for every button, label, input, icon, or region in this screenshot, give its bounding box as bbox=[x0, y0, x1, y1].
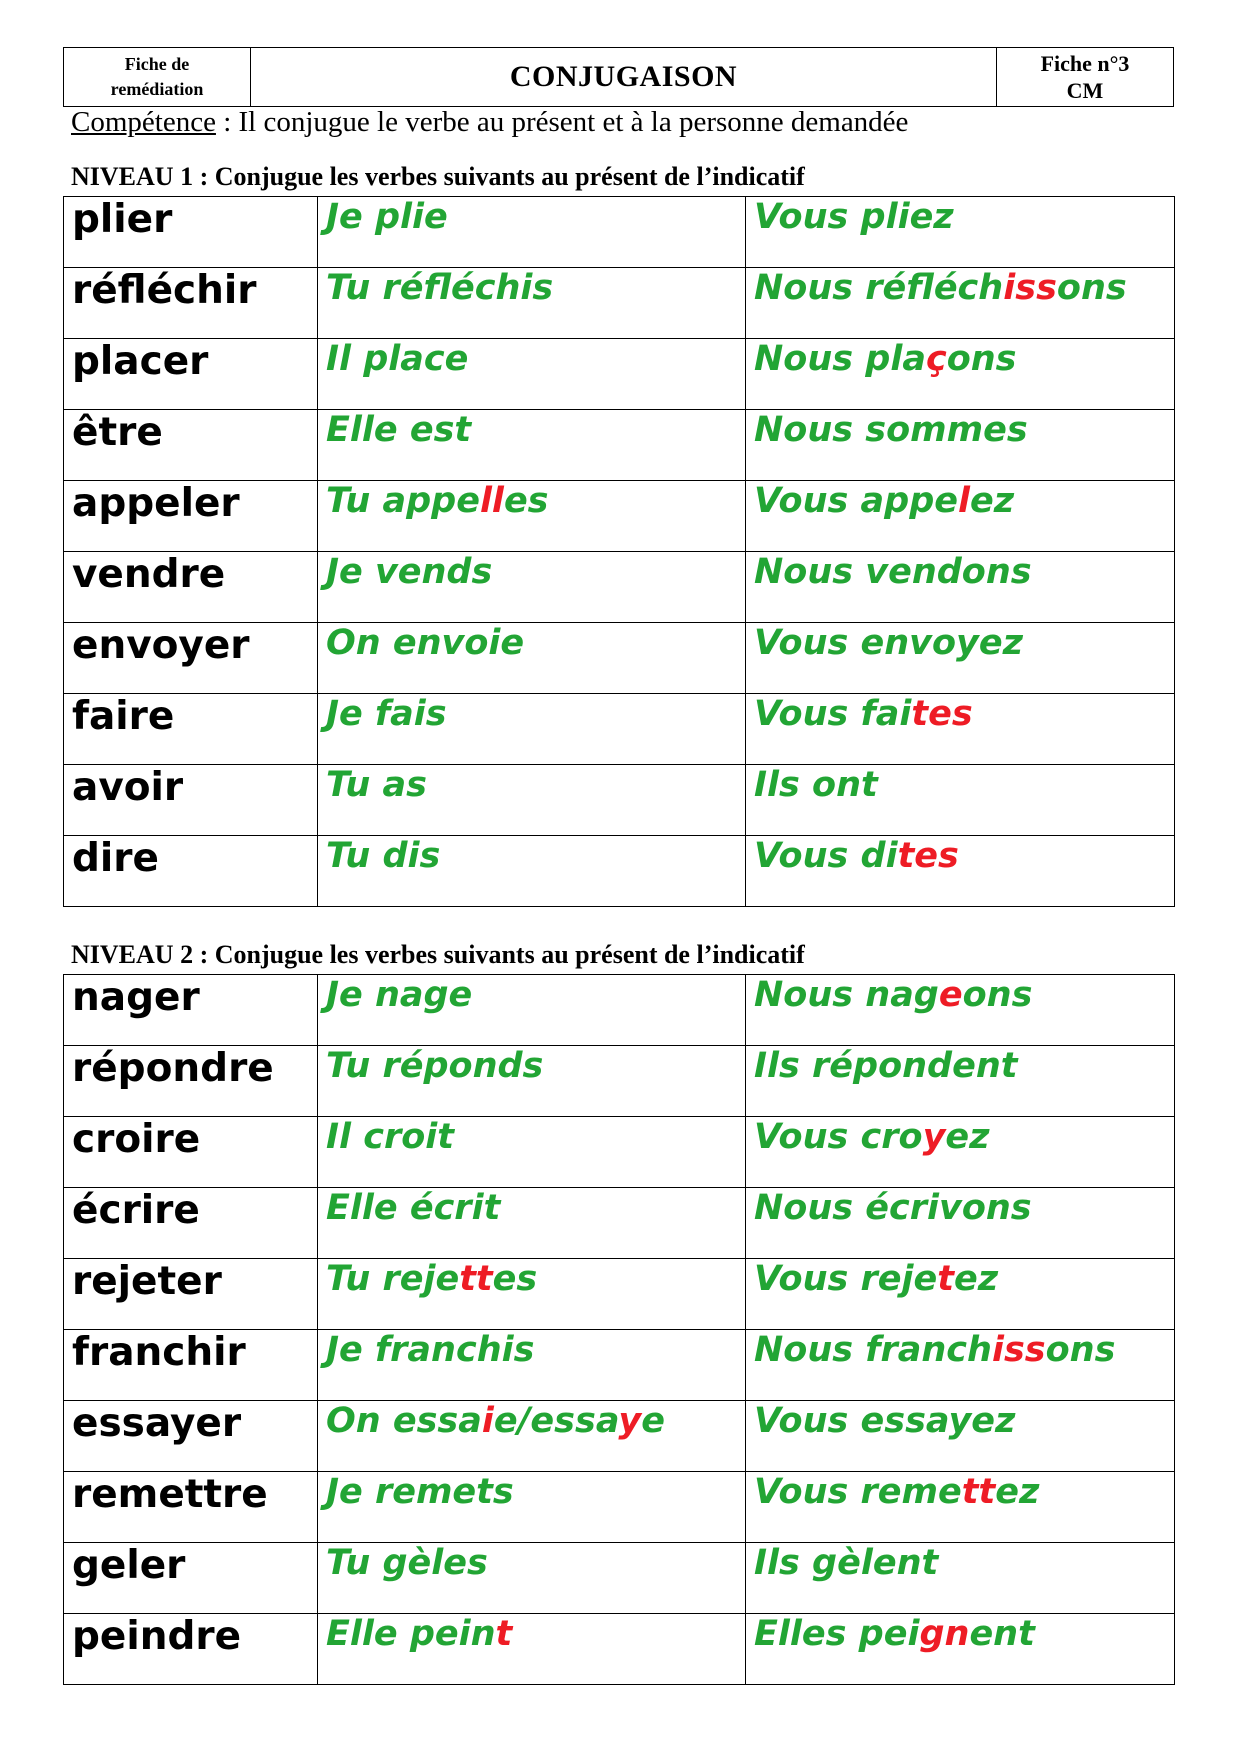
conjugation-second bbox=[746, 1117, 1175, 1188]
table-row bbox=[64, 975, 1175, 1046]
ending-highlight: ll bbox=[479, 481, 504, 521]
verb-infinitive: envoyer bbox=[64, 623, 318, 694]
conjugation-text: Vous cro bbox=[754, 1117, 923, 1157]
verb-infinitive: peindre bbox=[64, 1614, 318, 1685]
conjugation-first bbox=[318, 1614, 746, 1685]
verb-infinitive: répondre bbox=[64, 1046, 318, 1117]
ending-highlight: iss bbox=[991, 1330, 1046, 1370]
table-row bbox=[64, 1543, 1175, 1614]
level2-table-body bbox=[64, 975, 1175, 1685]
conjugation-text: Ils gèlent bbox=[754, 1543, 939, 1583]
level1-table-body bbox=[64, 197, 1175, 907]
table-row bbox=[64, 552, 1175, 623]
table-row bbox=[64, 765, 1175, 836]
conjugation-first bbox=[318, 410, 746, 481]
verb-infinitive: geler bbox=[64, 1543, 318, 1614]
ending-highlight: i bbox=[481, 1401, 494, 1441]
conjugation-text: Je franchis bbox=[326, 1330, 535, 1370]
verb-infinitive: rejeter bbox=[64, 1259, 318, 1330]
verb-infinitive: dire bbox=[64, 836, 318, 907]
competence-label: Compétence bbox=[71, 106, 216, 138]
ending-highlight: t bbox=[495, 1614, 513, 1654]
conjugation-text: Tu dis bbox=[326, 836, 441, 876]
conjugation-second bbox=[746, 1188, 1175, 1259]
conjugation-text: Vous envoyez bbox=[754, 623, 1023, 663]
conjugation-first bbox=[318, 197, 746, 268]
conjugation-text: Nous sommes bbox=[754, 410, 1028, 450]
conjugation-text: Tu reje bbox=[326, 1259, 460, 1299]
table-row bbox=[64, 694, 1175, 765]
verb-infinitive: réfléchir bbox=[64, 268, 318, 339]
conjugation-first bbox=[318, 836, 746, 907]
conjugation-text: Nous pla bbox=[754, 339, 926, 379]
conjugation-text: ez bbox=[969, 481, 1015, 521]
verb-infinitive: appeler bbox=[64, 481, 318, 552]
conjugation-first bbox=[318, 1543, 746, 1614]
table-row bbox=[64, 410, 1175, 481]
ending-highlight: t bbox=[937, 1259, 954, 1299]
remediation-label bbox=[64, 48, 251, 106]
table-row bbox=[64, 1614, 1175, 1685]
table-row bbox=[64, 1117, 1175, 1188]
conjugation-second bbox=[746, 694, 1175, 765]
conjugation-second bbox=[746, 268, 1175, 339]
conjugation-text: Vous di bbox=[754, 836, 898, 876]
conjugation-second bbox=[746, 623, 1175, 694]
verb-infinitive: essayer bbox=[64, 1401, 318, 1472]
sheet-number bbox=[996, 48, 1173, 106]
table-row bbox=[64, 339, 1175, 410]
verb-infinitive: être bbox=[64, 410, 318, 481]
conjugation-second bbox=[746, 410, 1175, 481]
conjugation-text: Je remets bbox=[326, 1472, 514, 1512]
conjugation-text: Tu réponds bbox=[326, 1046, 544, 1086]
table-row bbox=[64, 1188, 1175, 1259]
conjugation-text: ons bbox=[962, 975, 1033, 1015]
conjugation-text: Nous vendons bbox=[754, 552, 1032, 592]
conjugation-text: Nous franch bbox=[754, 1330, 992, 1370]
table-row bbox=[64, 1046, 1175, 1117]
table-row bbox=[64, 197, 1175, 268]
verb-infinitive: plier bbox=[64, 197, 318, 268]
conjugation-first bbox=[318, 694, 746, 765]
conjugation-text: Ils répondent bbox=[754, 1046, 1018, 1086]
conjugation-text: Je fais bbox=[326, 694, 447, 734]
conjugation-first bbox=[318, 1046, 746, 1117]
ending-highlight: tt bbox=[459, 1259, 493, 1299]
conjugation-second bbox=[746, 765, 1175, 836]
conjugation-text: Je vends bbox=[326, 552, 493, 592]
conjugation-text: Je plie bbox=[326, 197, 448, 237]
ending-highlight: e bbox=[938, 975, 963, 1015]
verb-infinitive: avoir bbox=[64, 765, 318, 836]
conjugation-text: Vous reje bbox=[754, 1259, 938, 1299]
ending-highlight: y bbox=[618, 1401, 642, 1441]
table-row bbox=[64, 1259, 1175, 1330]
conjugation-text: Elle écrit bbox=[326, 1188, 501, 1228]
verb-infinitive: vendre bbox=[64, 552, 318, 623]
verb-infinitive: nager bbox=[64, 975, 318, 1046]
conjugation-first bbox=[318, 339, 746, 410]
conjugation-text: Nous réfléch bbox=[754, 268, 1004, 308]
conjugation-text: ez bbox=[945, 1117, 990, 1157]
conjugation-second bbox=[746, 1046, 1175, 1117]
conjugation-text: Vous fai bbox=[754, 694, 912, 734]
conjugation-text: ons bbox=[946, 339, 1017, 379]
table-row bbox=[64, 1472, 1175, 1543]
conjugation-text: Tu réfléchis bbox=[326, 268, 554, 308]
conjugation-first bbox=[318, 1401, 746, 1472]
conjugation-second bbox=[746, 197, 1175, 268]
conjugation-second bbox=[746, 1330, 1175, 1401]
conjugation-second bbox=[746, 1401, 1175, 1472]
ending-highlight: tt bbox=[961, 1472, 996, 1512]
conjugation-second bbox=[746, 975, 1175, 1046]
conjugation-first bbox=[318, 1188, 746, 1259]
level2-title: NIVEAU 2 : Conjugue les verbes suivants au présent de l’indicatif bbox=[71, 940, 805, 969]
page-title: CONJUGAISON bbox=[509, 60, 738, 93]
verb-infinitive: croire bbox=[64, 1117, 318, 1188]
conjugation-text: Tu gèles bbox=[326, 1543, 488, 1583]
verb-infinitive: faire bbox=[64, 694, 318, 765]
table-row bbox=[64, 1401, 1175, 1472]
conjugation-text: On envoie bbox=[326, 623, 525, 663]
table-row bbox=[64, 268, 1175, 339]
conjugation-first bbox=[318, 1330, 746, 1401]
conjugation-second bbox=[746, 1614, 1175, 1685]
conjugation-text: Elle pein bbox=[326, 1614, 496, 1654]
ending-highlight: y bbox=[922, 1117, 946, 1157]
table-row bbox=[64, 1330, 1175, 1401]
conjugation-text: Il place bbox=[326, 339, 469, 379]
level1-title: NIVEAU 1 : Conjugue les verbes suivants au présent de l’indicatif bbox=[71, 162, 805, 191]
conjugation-text: Nous nag bbox=[754, 975, 939, 1015]
conjugation-text: Tu appe bbox=[326, 481, 480, 521]
sheet-number-line2: CM bbox=[1066, 78, 1104, 103]
ending-highlight: tes bbox=[897, 836, 959, 876]
worksheet-header bbox=[63, 47, 1174, 107]
ending-highlight: gn bbox=[919, 1614, 970, 1654]
competence-statement bbox=[71, 106, 908, 139]
conjugation-first bbox=[318, 975, 746, 1046]
conjugation-first bbox=[318, 481, 746, 552]
conjugation-text: Vous reme bbox=[754, 1472, 962, 1512]
conjugation-second bbox=[746, 1472, 1175, 1543]
conjugation-text: Ils ont bbox=[754, 765, 878, 805]
conjugation-text: Je nage bbox=[326, 975, 473, 1015]
conjugation-text: e bbox=[641, 1401, 665, 1441]
table-row bbox=[64, 481, 1175, 552]
conjugation-second bbox=[746, 836, 1175, 907]
conjugation-first bbox=[318, 623, 746, 694]
conjugation-text: e/essa bbox=[493, 1401, 619, 1441]
verb-infinitive: franchir bbox=[64, 1330, 318, 1401]
conjugation-text: Vous pliez bbox=[754, 197, 954, 237]
verb-infinitive: écrire bbox=[64, 1188, 318, 1259]
conjugation-text: Vous essayez bbox=[754, 1401, 1016, 1441]
conjugation-text: Elles pei bbox=[754, 1614, 920, 1654]
conjugation-first bbox=[318, 1472, 746, 1543]
conjugation-second bbox=[746, 481, 1175, 552]
conjugation-first bbox=[318, 1259, 746, 1330]
remediation-label-line1: Fiche de bbox=[124, 54, 190, 74]
level1-table bbox=[63, 196, 1175, 907]
remediation-label-line2: remédiation bbox=[110, 79, 204, 99]
conjugation-second bbox=[746, 1259, 1175, 1330]
conjugation-first bbox=[318, 1117, 746, 1188]
verb-infinitive: remettre bbox=[64, 1472, 318, 1543]
sheet-number-line1: Fiche n°3 bbox=[1040, 51, 1130, 76]
conjugation-text: Vous appe bbox=[754, 481, 958, 521]
conjugation-text: es bbox=[492, 1259, 538, 1299]
conjugation-text: On essa bbox=[326, 1401, 482, 1441]
ending-highlight: tes bbox=[911, 694, 973, 734]
level2-table bbox=[63, 974, 1175, 1685]
table-row bbox=[64, 836, 1175, 907]
ending-highlight: l bbox=[957, 481, 970, 521]
conjugation-second bbox=[746, 1543, 1175, 1614]
conjugation-text: ons bbox=[1045, 1330, 1116, 1370]
conjugation-text: Nous écrivons bbox=[754, 1188, 1032, 1228]
conjugation-text: es bbox=[503, 481, 549, 521]
conjugation-text: Elle est bbox=[326, 410, 472, 450]
conjugation-text: ez bbox=[954, 1259, 999, 1299]
conjugation-text: Il croit bbox=[326, 1117, 454, 1157]
conjugation-second bbox=[746, 552, 1175, 623]
conjugation-text: ons bbox=[1056, 268, 1127, 308]
verb-infinitive: placer bbox=[64, 339, 318, 410]
conjugation-text: Tu as bbox=[326, 765, 427, 805]
conjugation-text: ent bbox=[969, 1614, 1035, 1654]
conjugation-first bbox=[318, 268, 746, 339]
conjugation-first bbox=[318, 765, 746, 836]
conjugation-second bbox=[746, 339, 1175, 410]
ending-highlight: iss bbox=[1003, 268, 1057, 308]
conjugation-text: ez bbox=[995, 1472, 1040, 1512]
competence-text: : Il conjugue le verbe au présent et à la personne demandée bbox=[215, 106, 909, 138]
table-row bbox=[64, 623, 1175, 694]
conjugation-first bbox=[318, 552, 746, 623]
ending-highlight: ç bbox=[925, 339, 947, 379]
